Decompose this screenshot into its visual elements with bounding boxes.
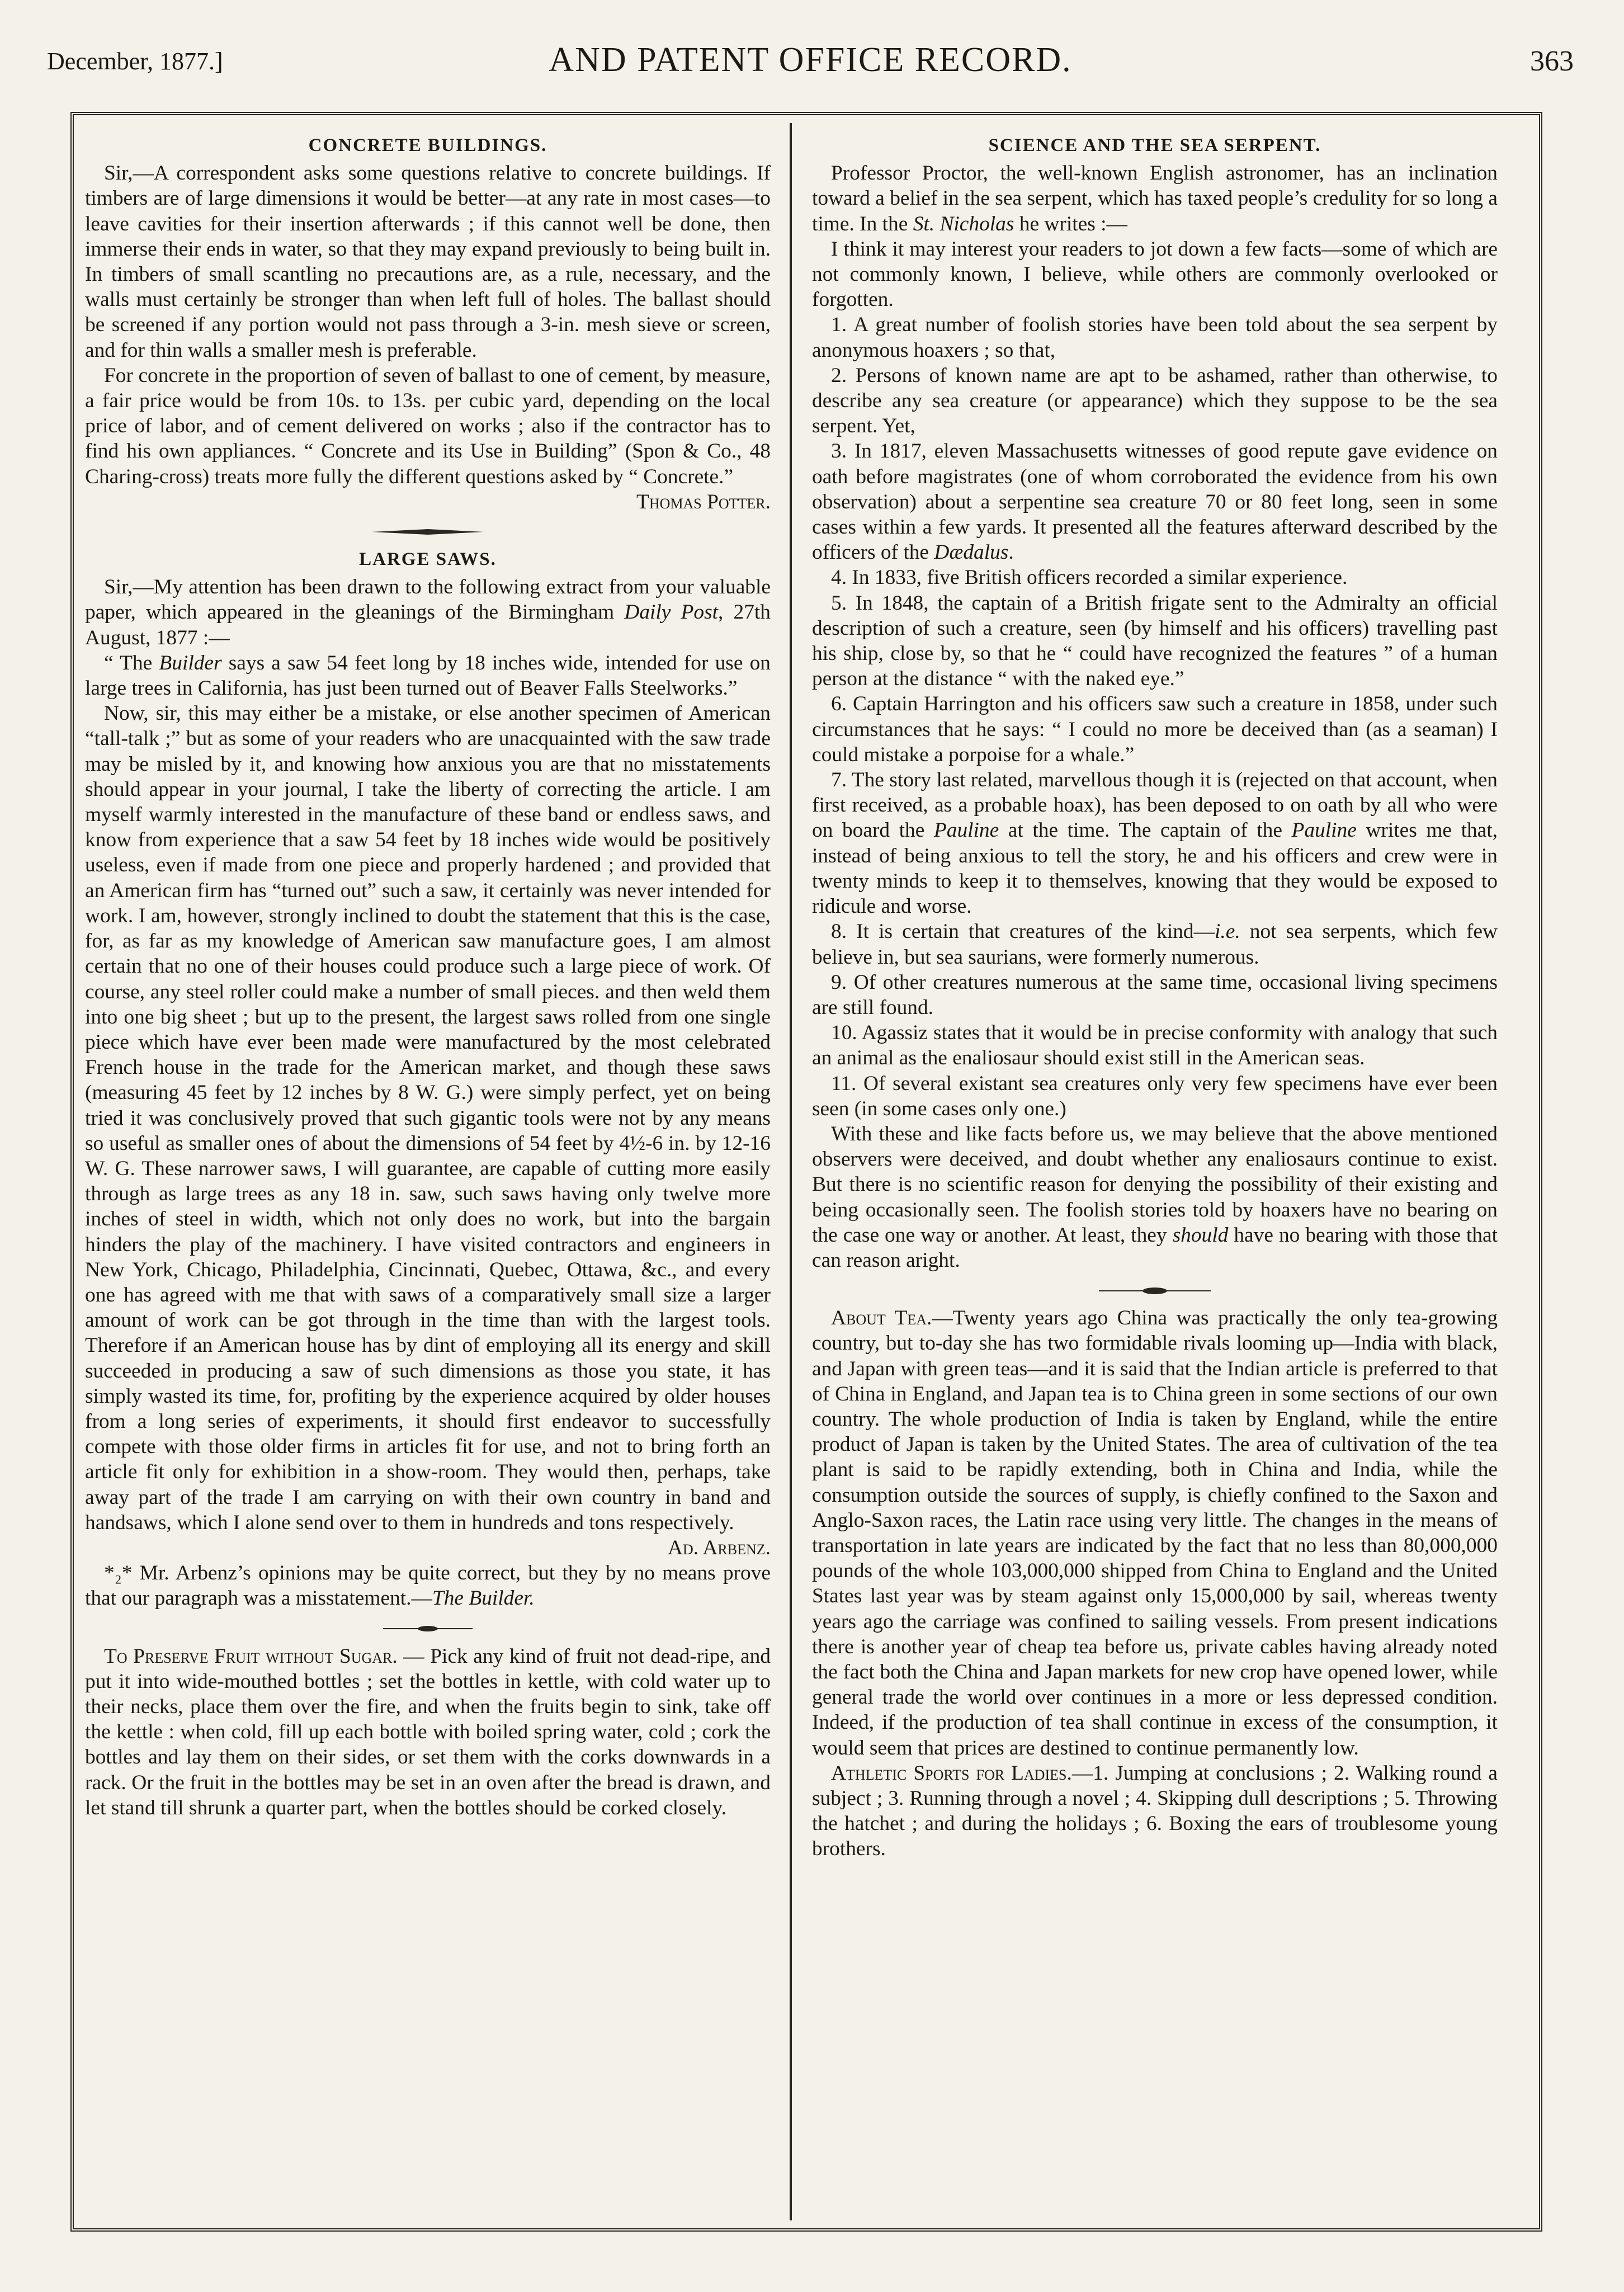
saws-text: , 27th August, 1877 :— — [85, 601, 771, 649]
serpent-paragraph — [812, 438, 1498, 565]
serpent-italic: i.e. — [1215, 920, 1240, 944]
serpent-paragraph — [812, 767, 1498, 919]
running-title: AND PATENT OFFICE RECORD. — [549, 41, 1072, 79]
serpent-paragraph: 5. In 1848, the captain of a British frigate sent to the Admiralty an official description of such a creature, seen (by himself and his officers) travelling past his ship, close by, so that he “ could have recognized the features ” of a human person at the distance “ with the naked eye.” — [812, 591, 1498, 691]
serpent-heading: SCIENCE AND THE SEA SERPENT. — [988, 135, 1321, 155]
fruit-lead: To Preserve Fruit without Sugar. — [104, 1644, 398, 1668]
sports-text: —1. Jumping at conclusions ; 2. Walking round a subject ; 3. Running through a novel ; 4. Skipping dull descriptions ; 5. Throwing the hatchet ; and during the holidays ; 6. Boxing the ears of troublesome young brothers. — [812, 1761, 1498, 1861]
note-text: *₂* Mr. Arbenz’s opinions may be quite correct, but they by no means prove that our paragraph was a misstatement.— — [85, 1562, 771, 1610]
serpent-text: have no bearing with those that can reason aright. — [812, 1223, 1498, 1272]
section-divider — [85, 1615, 771, 1640]
saws-paragraph: Now, sir, this may either be a mistake, or else another specimen of American “tall-talk ;” but as some of your readers who are unacquainted with the saw trade may be misled by it, and knowing how anxious you are that no misstatements should appear in your journal, I take the liberty of correcting the article. I am myself warmly interested in the manufacture of these band or endless saws, and know from experience that a saw 54 feet by 18 inches wide would be positively useless, even if made from one piece and properly hardened ; and provided that an American firm has “turned out” such a saw, it certainly was never intended for work. I am, however, strongly inclined to doubt the statement that this is the case, for, as far as my knowledge of American saw manufacture goes, I am almost certain that no one of their houses could produce such a large piece of work. Of course, any steel roller could make a number of small pieces. and then weld them into one big sheet ; but up to the present, the largest saws rolled from one single piece which have ever been made were manufactured by the most celebrated French house in the trade for the American market, and though these saws (measuring 45 feet by 12 inches by 8 W. G.) were simply perfect, yet on being tried it was conclusively proved that such gigantic tools were not by any means so useful as smaller ones of about the dimensions of 54 feet by 4½-6 in. by 12-16 W. G. These narrower saws, I will guarantee, are capable of cutting more easily through as large trees as any 18 in. saw, such saws having only twelve more inches of steel in width, which not only does no work, but into the bargain hinders the play of the machinery. I have visited contractors and engineers in New York, Chicago, Philadelphia, Cincinnati, Quebec, Ottawa, &c., and every one has agreed with me that with saws of a comparatively small size a larger amount of work can be got through in the time than with the largest tools. Therefore if an American house has by dint of employing all its energy and skill succeeded in producing a saw of such dimensions as those you state, it has simply wasted its time, for, profiting by the experience acquired by older houses from a long series of experiments, it should first endeavor to successfully compete with those older firms in articles fit for use, and not to bring forth an article fit only for exhibition in a show-room. They would then, perhaps, take away part of the trade I am carrying on with their own country in band and handsaws, which I alone send over to them in hundreds and tons respectively. — [85, 702, 771, 1534]
left-column — [85, 133, 771, 1821]
tea-paragraph — [812, 1305, 1498, 1761]
serpent-paragraph — [812, 919, 1498, 969]
serpent-paragraph: 2. Persons of known name are apt to be ashamed, rather than otherwise, to describe any sea creature (or appearance) which they suppose to be the sea serpent. Yet, — [812, 364, 1498, 438]
sports-lead: Athletic Sports for Ladies. — [831, 1761, 1072, 1785]
serpent-text: 8. It is certain that creatures of the kind— — [831, 920, 1215, 944]
section-divider — [85, 518, 771, 544]
fruit-paragraph — [85, 1644, 771, 1821]
serpent-text: he writes :— — [1014, 212, 1127, 235]
divider-ornament-icon — [1099, 1287, 1211, 1295]
serpent-text: Professor Proctor, the well-known English astronomer, has an inclination toward a belief in the sea serpent, which has taxed people’s credulity for so long a time. In the — [812, 162, 1498, 235]
saws-text: Sir,—My attention has been drawn to the following extract from your valuable paper, which appeared in the gleanings of the Birmingham — [85, 576, 771, 624]
serpent-paragraph: 6. Captain Harrington and his officers saw such a creature in 1858, under such circumstances that he says: “ I could no more be deceived than (as a seaman) I could mistake a porpoise for a whale.” — [812, 692, 1498, 766]
divider-ornament-icon — [383, 1625, 473, 1633]
right-column — [812, 133, 1498, 1862]
serpent-italic: St. Nicholas — [913, 212, 1014, 235]
fruit-text: — Pick any kind of fruit not dead-ripe, and put it into wide-mouthed bottles ; set the bottles in kettle, with cold water up to their necks, place them over the fire, and when the fruits begin to sink, take off the kettle : when cold, fill up each bottle with boiled spring water, cold ; cork the bottles and lay them on their sides, or set them with the corks downwards in a rack. Or the fruit in the bottles may be set in an oven after the bread is drawn, and let stand till shrunk a quarter part, when the bottles should be corked closely. — [85, 1644, 771, 1819]
serpent-text: 3. In 1817, eleven Massachusetts witnesses of good repute gave evidence on oath before magistrates (one of whom corroborated the evidence from his own observation) about a serpentine sea creature 70 or 80 feet long, seen in some cases within a few yards. It presented all the features afterward described by the officers of the — [812, 440, 1498, 564]
serpent-text: at the time. The captain of the — [999, 819, 1292, 842]
issue-date: December, 1877.] — [47, 48, 223, 75]
serpent-text: writes me that, instead of being anxious to tell the story, he and his officers and crew were in twenty minds to keep it to themselves, knowing that they would be exposed to ridicule and worse. — [812, 819, 1498, 918]
serpent-text: With these and like facts before us, we may believe that the above mentioned observers were deceived, and doubt whether any enaliosaurs continue to exist. But there is no scientific reason for denying the possibility of their existing and being occasionally seen. The foolish stories told by hoaxers have no bearing on the case one way or another. At least, they — [812, 1122, 1498, 1247]
serpent-italic: should — [1172, 1223, 1229, 1247]
serpent-text: not sea serpents, which few believe in, but sea saurians, were formerly numerous. — [812, 920, 1498, 969]
concrete-heading: CONCRETE BUILDINGS. — [308, 135, 547, 155]
saws-text: says a saw 54 feet long by 18 inches wide, intended for use on large trees in California, has just been turned out of Beaver Falls Steelworks.” — [85, 651, 771, 700]
serpent-paragraph: 4. In 1833, five British officers recorded a similar experience. — [831, 566, 1348, 589]
note-italic: The Builder. — [432, 1587, 535, 1610]
saws-italic: Daily Post — [624, 601, 719, 624]
serpent-paragraph: I think it may interest your readers to jot down a few facts—some of which are not commonly known, I believe, while others are commonly overlooked or forgotten. — [812, 237, 1498, 312]
serpent-italic: Dædalus — [934, 541, 1009, 564]
serpent-paragraph: 9. Of other creatures numerous at the same time, occasional living specimens are still found. — [812, 970, 1498, 1019]
serpent-italic: Pauline — [1291, 819, 1357, 842]
serpent-italic: Pauline — [933, 819, 999, 842]
page-header — [47, 32, 1574, 100]
saws-heading: LARGE SAWS. — [359, 549, 497, 570]
editor-note — [85, 1560, 771, 1611]
concrete-paragraph: Sir,—A correspondent asks some questions relative to concrete buildings. If timbers are of large dimensions it would be better—at any rate in most cases—to leave cavities for their insertion afterwards ; if this cannot well be done, then immerse their ends in water, so that they may expand previously to being built in. In timbers of small scantling no precautions are, as a rule, necessary, and the walls must certainly be stronger than when left full of holes. The ballast should be screened if any portion would not pass through a 3-in. mesh sieve or screen, and for thin walls a smaller mesh is preferable. — [85, 162, 771, 362]
saws-text: “ The — [104, 651, 159, 675]
concrete-body: For concrete in the proportion of seven of ballast to one of cement, by measure, a fair price would be from 10s. to 13s. per cubic yard, depending on the local price of labor, and of cement delivered on works ; also if the contractor has to find his own appliances. “ Concrete and its Use in Building” (Spon & Co., 48 Charing-cross) treats more fully the different questions asked by “ Concrete.” — [85, 364, 771, 488]
saws-signature: Ad. Arbenz. — [668, 1536, 771, 1559]
concrete-paragraph — [85, 363, 771, 489]
saws-paragraph — [85, 650, 771, 701]
tea-text: —Twenty years ago China was practically the only tea-growing country, but to-day she has two formidable rivals looming up—India with black, and Japan with green teas—and it is said that the Indian article is preferred to that of China in England, and Japan tea is to China green in some sections of our own country. The whole production of India is taken by England, while the entire product of Japan is taken by the United States. The area of cultivation of the tea plant is said to be rapidly extending, both in China and India, while the consumption outside the sources of supply, is chiefly confined to the Saxon and Anglo-Saxon races, the Latin race using very little. The changes in the means of transportation in late years are indicated by the fact that no less than 80,000,000 pounds of the whole 103,000,000 shipped from China to England and the United States last year was by steam against only 15,000,000 by sail, whereas twenty years ago the carriage was confined to sailing vessels. From present indications there is another year of cheap tea before us, private cables having already noted the fact both the China and Japan markets for new crop have opened lower, while general trade the world over continues in a more or less depressed condition. Indeed, if the production of tea shall continue in excess of the consumption, it would seem that prices are destined to continue permanently low. — [812, 1307, 1498, 1760]
divider-rule-icon — [372, 528, 484, 536]
serpent-paragraph — [812, 161, 1498, 237]
serpent-paragraph: 11. Of several existant sea creatures only very few specimens have ever been seen (in some cases only one.) — [812, 1072, 1498, 1120]
tea-lead: About Tea. — [831, 1307, 932, 1330]
serpent-text: . — [1008, 541, 1014, 564]
serpent-paragraph — [812, 1121, 1498, 1273]
saws-paragraph — [85, 574, 771, 650]
concrete-signature: Thomas Potter. — [636, 490, 771, 513]
section-divider — [812, 1276, 1498, 1302]
saws-italic: Builder — [159, 651, 222, 675]
sports-paragraph — [812, 1761, 1498, 1862]
column-rule — [790, 123, 792, 2220]
page-number: 363 — [1530, 45, 1574, 77]
serpent-paragraph: 10. Agassiz states that it would be in precise conformity with analogy that such an animal as the enaliosaur should exist still in the American seas. — [812, 1021, 1498, 1070]
serpent-paragraph: 1. A great number of foolish stories have been told about the sea serpent by anonymous hoaxers ; so that, — [812, 313, 1498, 362]
serpent-text: 7. The story last related, marvellous though it is (rejected on that account, when first received, as a probable hoax), has been deposed to on oath by all who were on board the — [812, 768, 1498, 842]
